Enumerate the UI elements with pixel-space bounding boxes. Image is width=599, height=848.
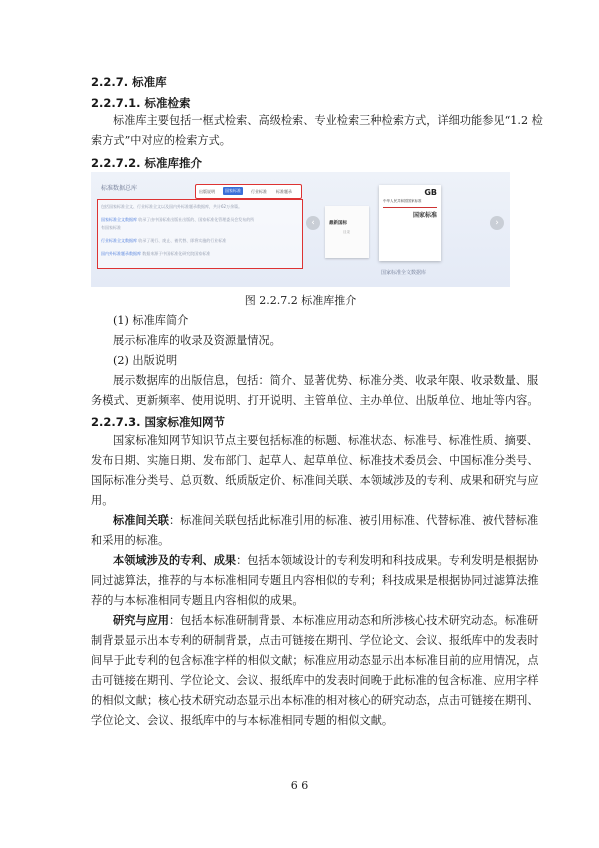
carousel-next-icon[interactable]: › <box>490 216 504 230</box>
paragraph-line: (2) 出版说明 <box>113 354 178 367</box>
list-item[interactable]: 国家标准全文数据库 收录了由中国标准出版社出版的、国家标准化管理委员会发布的所 <box>101 217 255 222</box>
section-heading-2-2-7-3: 2.2.7.3. 国家标准知网节 <box>91 415 225 429</box>
tab-standard-catalog[interactable]: 标准题录 <box>276 189 292 194</box>
paragraph-line: 用。 <box>91 494 114 507</box>
list-item: 有国家标准 <box>101 225 121 230</box>
paragraph-line: 展示标准库的收录及资源量情况。 <box>113 334 281 347</box>
paragraph-line: 国际标准分类号、总页数、纸质版定价、标准间关联、本领域涉及的专利、成果和研究与应 <box>91 474 539 487</box>
figure-caption: 图 2.2.7.2 标准库推介 <box>244 294 357 307</box>
paragraph-line: 国家标准知网节知识节点主要包括标准的标题、标准状态、标准号、标准性质、摘要、 <box>113 434 539 447</box>
gb-logo: GB <box>424 188 437 197</box>
paragraph-line: 标准库主要包括一框式检索、高级检索、专业检索三种检索方式，详细功能参见“1.2 检 <box>113 114 543 127</box>
paragraph-line: 学位论文、会议、报纸库中的与本标准相同专题的相似文献。 <box>91 714 394 727</box>
section-heading-2-2-7-1: 2.2.7.1. 标准检索 <box>91 96 191 110</box>
cover-standard-label: 国家标准 <box>412 212 437 219</box>
tab-national-standards[interactable]: 国家标准 <box>225 188 241 193</box>
catalog-stamp-sub: 目录 <box>343 230 350 234</box>
bold-term: 研究与应用 <box>113 614 169 627</box>
paragraph-line: 标准间关联：标准间关联包括此标准引用的标准、被引用标准、代替标准、被代替标准 <box>113 514 539 527</box>
tab-industry-standards[interactable]: 行业标准 <box>251 189 267 194</box>
page-number: 6 6 <box>290 779 309 792</box>
paragraph-line: 索方式”中对应的检索方式。 <box>91 134 231 147</box>
database-title: 标准数据总库 <box>101 185 138 192</box>
bold-term: 本领域涉及的专利、成果 <box>113 554 237 567</box>
library-promo-figure <box>91 172 510 287</box>
paragraph-line: 展示数据库的出版信息，包括：简介、显著优势、标准分类、收录年限、收录数量、服 <box>113 374 539 387</box>
cover-divider <box>383 207 437 208</box>
list-item: 包括国家标准全文、行业标准全文以及国内外标准题录数据库，共计62万余篇。 <box>101 204 243 209</box>
paragraph-line: 制背景显示出本专利的研制背景，点击可链接在期刊、学位论文、会议、报纸库中的发表时 <box>91 634 539 647</box>
tab-bar <box>195 184 302 199</box>
section-heading-2-2-7-2: 2.2.7.2. 标准库推介 <box>91 156 202 170</box>
carousel-prev-icon[interactable]: ‹ <box>306 216 320 230</box>
cover-caption[interactable]: 国家标准全文数据库 <box>381 270 427 276</box>
section-heading-2-2-7: 2.2.7. 标准库 <box>91 75 167 89</box>
paragraph-line: 务模式、更新频率、使用说明、打开说明、主管单位、主办单位、出版单位、地址等内容。 <box>91 394 539 407</box>
paragraph-line: 和采用的标准。 <box>91 534 170 547</box>
paragraph-line: 的相似文献；核心技术研究动态显示出本标准的相对核心的研究动态，点击可链接在期刊、 <box>91 694 539 707</box>
paragraph-line: (1) 标准库简介 <box>113 314 189 327</box>
paragraph-line: 同过滤算法，推荐的与本标准相同专题且内容相似的专利；科技成果是根据协同过滤算法推 <box>91 574 539 587</box>
list-item[interactable]: 国内外标准题录数据库 数据来源于中国标准化研究院国家标准 <box>101 251 211 256</box>
paragraph-line: 本领域涉及的专利、成果：包括本领域设计的专利发明和科技成果。专利发明是根据协 <box>113 554 539 567</box>
catalog-stamp: 最新国标 <box>329 221 347 226</box>
list-item[interactable]: 行业标准全文数据库 收录了现行、废止、被代替、即将实施的行业标准 <box>101 238 227 243</box>
cover-title: 中华人民共和国国家标准 <box>383 199 422 203</box>
tab-publication-notes[interactable]: 出版说明 <box>199 189 215 194</box>
database-list <box>97 199 303 269</box>
paragraph-line: 击可链接在期刊、学位论文、会议、报纸库中的发表时间晚于此标准的包含标准、应用字样 <box>91 674 539 687</box>
paragraph-line: 荐的与本标准相同专题且内容相似的成果。 <box>91 594 304 607</box>
paragraph-line: 发布日期、实施日期、发布部门、起草人、起草单位、标准技术委员会、中国标准分类号、 <box>91 454 539 467</box>
standard-cover-image <box>379 185 441 261</box>
bold-term: 标准间关联 <box>113 514 169 527</box>
paragraph-line: 间早于此专利的包含标准字样的相似文献；标准应用动态显示出本标准目前的应用情况，点 <box>91 654 539 667</box>
paragraph-line: 研究与应用：包括本标准研制背景、本标准应用动态和所涉核心技术研究动态。标准研 <box>113 614 539 627</box>
